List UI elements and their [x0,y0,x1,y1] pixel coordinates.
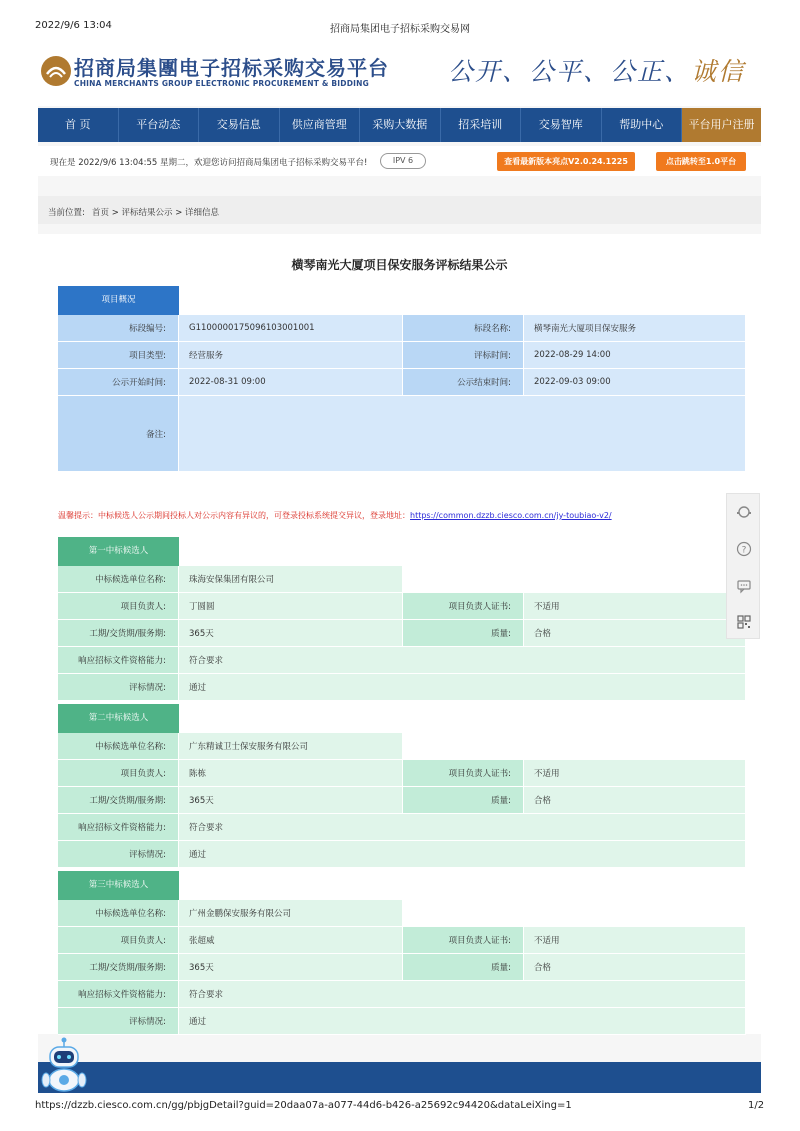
new-version-button[interactable]: 查看最新版本亮点V2.0.24.1225 [497,152,635,171]
customer-service-icon[interactable] [727,494,761,530]
detail-content [38,234,761,1034]
candidate-row [58,927,746,954]
field-value: 不适用 [524,927,746,954]
brand-slogan [448,52,745,88]
candidate-row [58,620,746,647]
field-label: 中标候选单位名称: [58,733,179,760]
remark-label: 备注: [58,396,179,472]
candidate-row [58,593,746,620]
site-banner [38,38,761,106]
field-label: 项目类型: [58,342,179,369]
overview-heading: 项目概况 [58,286,179,315]
field-label: 项目负责人: [58,760,179,787]
nav-trade-info[interactable]: 交易信息 [199,108,280,142]
field-value: 2022-08-29 14:00 [524,342,746,369]
field-label: 项目负责人证书: [403,593,524,620]
overview-row [58,315,746,342]
field-label: 项目负责人: [58,927,179,954]
field-label: 中标候选单位名称: [58,900,179,927]
nav-training[interactable]: 招采培训 [441,108,522,142]
candidate-heading: 第三中标候选人 [58,871,179,900]
print-header [0,0,800,34]
field-value: 不适用 [524,593,746,620]
field-value: 经营服务 [179,342,403,369]
field-value: 通过 [179,1008,746,1035]
field-label: 响应招标文件资格能力: [58,981,179,1008]
overview-row [58,369,746,396]
candidate-heading: 第一中标候选人 [58,537,179,566]
candidate-row [58,674,746,701]
nav-think-tank[interactable]: 交易智库 [521,108,602,142]
field-value: 365天 [179,620,403,647]
field-label: 项目负责人: [58,593,179,620]
field-value: 合格 [524,620,746,647]
field-value: G1100000175096103001001 [179,315,403,342]
site-page [38,38,761,1093]
empty-cell [403,733,746,760]
field-label: 评标情况: [58,674,179,701]
candidate-row [58,841,746,868]
candidate-row [58,787,746,814]
candidate-name: 广州金鹏保安服务有限公司 [179,900,403,927]
field-label: 项目负责人证书: [403,760,524,787]
field-value: 2022-09-03 09:00 [524,369,746,396]
svg-text:?: ? [741,545,747,556]
page-title: 横琴南光大厦项目保安服务评标结果公示 [291,258,508,272]
ipv6-badge: IPV 6 [380,153,426,169]
page-number: 1/2 [748,1100,765,1111]
field-value: 合格 [524,954,746,981]
chat-icon[interactable] [727,568,761,604]
slogan-main: 公开、公平、公正、 [448,57,692,86]
print-title: 招商局集团电子招标采购交易网 [330,24,470,35]
field-value: 通过 [179,674,746,701]
robot-assistant-icon[interactable] [38,1036,90,1092]
candidate-row [58,954,746,981]
field-label: 质量: [403,787,524,814]
field-label: 工期/交货期/服务期: [58,620,179,647]
old-platform-button[interactable]: 点击跳转至1.0平台 [656,152,746,171]
print-datetime: 2022/9/6 13:04 [35,20,112,31]
slogan-gold: 诚信 [691,57,746,86]
field-label: 评标情况: [58,841,179,868]
field-value: 通过 [179,841,746,868]
empty-cell [403,566,746,593]
field-value: 2022-08-31 09:00 [179,369,403,396]
field-value: 365天 [179,787,403,814]
field-label: 标段名称: [403,315,524,342]
print-url: https://dzzb.ciesco.com.cn/gg/pbjgDetail?guid=20daa07a-a077-44d6-b426-a25692c94420&dataLeiXing=1 [35,1100,572,1111]
nav-supplier-mgmt[interactable]: 供应商管理 [280,108,361,142]
candidate-heading: 第二中标候选人 [58,704,179,733]
side-toolbar [726,493,760,639]
candidate-row [58,1008,746,1035]
candidate-name: 广东精诚卫士保安服务有限公司 [179,733,403,760]
field-value: 符合要求 [179,814,746,841]
field-value: 合格 [524,787,746,814]
overview-row [58,342,746,369]
footer-bar [38,1062,761,1093]
candidate-row [58,814,746,841]
nav-platform-news[interactable]: 平台动态 [119,108,200,142]
field-value: 符合要求 [179,981,746,1008]
field-label: 工期/交货期/服务期: [58,954,179,981]
brand-name-cn: 招商局集團电子招标采购交易平台 [74,56,389,80]
info-bar [38,146,761,176]
field-label: 项目负责人证书: [403,927,524,954]
field-value: 365天 [179,954,403,981]
candidate-row [58,900,746,927]
nav-home[interactable]: 首 页 [38,108,119,142]
candidate-name: 珠海安保集团有限公司 [179,566,403,593]
field-label: 公示结束时间: [403,369,524,396]
field-label: 工期/交货期/服务期: [58,787,179,814]
field-value: 横琴南光大厦项目保安服务 [524,315,746,342]
nav-help[interactable]: 帮助中心 [602,108,683,142]
breadcrumb-path[interactable]: 首页 > 评标结果公示 > 详细信息 [92,208,220,218]
field-value: 丁圆圆 [179,593,403,620]
field-label: 响应招标文件资格能力: [58,814,179,841]
field-label: 中标候选单位名称: [58,566,179,593]
field-label: 质量: [403,954,524,981]
candidate-row [58,566,746,593]
remark-value [179,396,746,472]
company-logo-icon[interactable] [41,56,71,86]
field-value: 符合要求 [179,647,746,674]
welcome-text: 现在是 2022/9/6 13:04:55 星期二，欢迎您访问招商局集团电子招标采购交易平台! [50,158,368,168]
main-nav [38,108,761,142]
field-label: 公示开始时间: [58,369,179,396]
help-icon[interactable] [727,531,761,567]
objection-login-link[interactable]: https://common.dzzb.ciesco.com.cn/jy-toubiao-v2/ [410,511,612,520]
field-label: 响应招标文件资格能力: [58,647,179,674]
candidate-row [58,647,746,674]
field-label: 评标情况: [58,1008,179,1035]
field-label: 质量: [403,620,524,647]
overview-remark-row [58,396,746,472]
breadcrumb-label: 当前位置: [48,208,85,218]
notice-text: 温馨提示：中标候选人公示期间投标人对公示内容有异议的，可登录投标系统提交异议，登录地址： [58,511,410,520]
candidate-row [58,760,746,787]
empty-cell [403,900,746,927]
candidate-row [58,733,746,760]
field-value: 不适用 [524,760,746,787]
field-label: 评标时间: [403,342,524,369]
nav-big-data[interactable]: 采购大数据 [360,108,441,142]
breadcrumb [38,196,761,224]
field-value: 张超威 [179,927,403,954]
nav-register[interactable]: 平台用户注册 [682,108,761,142]
field-value: 陈栋 [179,760,403,787]
objection-notice [58,510,612,521]
field-label: 标段编号: [58,315,179,342]
qr-code-icon[interactable] [727,604,761,640]
brand-name-en: CHINA MERCHANTS GROUP ELECTRONIC PROCUREMENT & BIDDING [74,79,369,88]
candidate-row [58,981,746,1008]
